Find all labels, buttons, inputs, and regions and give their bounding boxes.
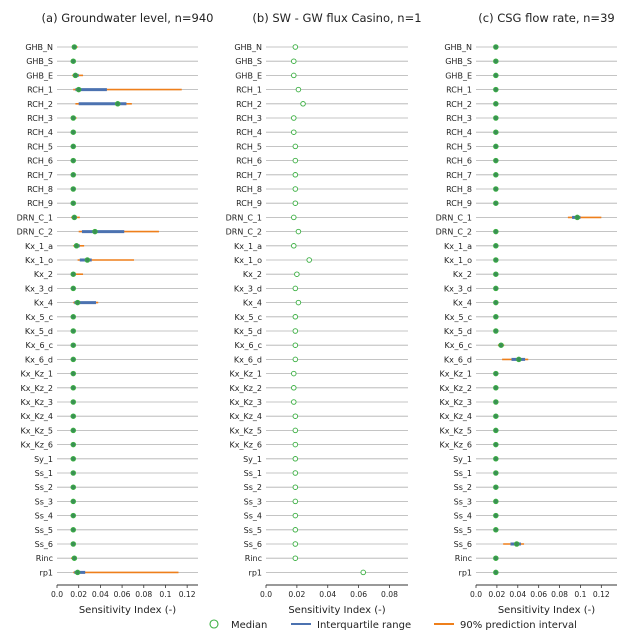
parameter-label: GHB_S (445, 57, 472, 67)
parameter-label: RCH_1 (446, 85, 472, 95)
median-point (291, 215, 296, 220)
median-point (494, 371, 499, 376)
parameter-label: Kx_Kz_6 (439, 440, 472, 450)
legend-label: Median (231, 620, 268, 631)
x-tick-label: 0.0 (469, 590, 483, 599)
parameter-label: Kx_1_o (25, 256, 53, 265)
median-point (71, 315, 76, 320)
legend-label: 90% prediction interval (460, 620, 577, 631)
median-point (293, 201, 298, 206)
median-point (494, 229, 499, 234)
median-point (517, 357, 522, 362)
median-point (71, 528, 76, 533)
median-point (494, 187, 499, 192)
x-tick-label: 0.06 (350, 590, 368, 599)
parameter-label: GHB_E (26, 71, 53, 81)
median-point (71, 343, 76, 348)
parameter-label: Ss_5 (453, 525, 472, 535)
median-point (293, 158, 298, 163)
median-point (296, 87, 301, 92)
parameter-label: Kx_6_d (233, 355, 262, 365)
median-point (301, 102, 306, 107)
parameter-label: RCH_2 (236, 99, 262, 109)
x-tick-label: 0.12 (178, 590, 196, 599)
parameter-label: RCH_8 (27, 185, 53, 194)
parameter-label: Kx_Kz_5 (20, 426, 53, 436)
parameter-label: RCH_9 (446, 199, 472, 209)
parameter-label: Kx_3_d (233, 284, 262, 294)
parameter-label: Kx_1_o (234, 256, 262, 265)
x-tick-label: 0.1 (159, 590, 172, 599)
median-point (293, 513, 298, 518)
median-point (296, 229, 301, 234)
parameter-label: Sy_1 (453, 454, 472, 464)
parameter-label: Ss_3 (34, 497, 53, 507)
median-point (494, 457, 499, 462)
median-point (293, 414, 298, 419)
parameter-label: RCH_5 (446, 142, 472, 152)
legend-label: Interquartile range (317, 620, 412, 631)
median-point (85, 258, 90, 263)
median-point (71, 414, 76, 419)
parameter-label: RCH_8 (446, 185, 472, 194)
median-point (494, 87, 499, 92)
median-point (71, 130, 76, 135)
parameter-label: Kx_Kz_6 (20, 440, 53, 450)
median-point (71, 59, 76, 64)
x-tick-label: 0.08 (135, 590, 153, 599)
median-point (494, 329, 499, 334)
median-point (71, 499, 76, 504)
median-point (494, 102, 499, 107)
parameter-label: GHB_S (26, 57, 53, 67)
x-tick-label: 0.0 (50, 590, 64, 599)
parameter-label: Rinc (35, 554, 53, 564)
x-tick-label: 0.12 (592, 590, 610, 599)
parameter-label: DRN_C_1 (435, 213, 472, 223)
parameter-label: Kx_Kz_3 (229, 398, 262, 407)
median-point (293, 187, 298, 192)
parameter-label: RCH_8 (236, 185, 262, 194)
parameter-label: RCH_4 (446, 128, 472, 138)
parameter-label: DRN_C_1 (16, 213, 53, 223)
median-point (494, 144, 499, 149)
parameter-label: Kx_4 (452, 298, 472, 308)
median-point (71, 428, 76, 433)
parameter-label: RCH_3 (27, 114, 53, 123)
x-tick-label: 0.04 (91, 590, 109, 599)
panel-title: (a) Groundwater level, n=940 (41, 11, 214, 25)
parameter-label: rp1 (39, 568, 53, 578)
parameter-label: RCH_3 (236, 114, 262, 123)
parameter-label: Kx_Kz_6 (229, 440, 262, 450)
median-point (494, 116, 499, 121)
parameter-label: Ss_3 (243, 497, 262, 507)
median-point (494, 414, 499, 419)
parameter-label: Kx_2 (452, 270, 472, 280)
parameter-label: RCH_4 (27, 128, 53, 138)
median-point (293, 528, 298, 533)
median-point (494, 158, 499, 163)
parameter-label: RCH_2 (446, 99, 472, 109)
median-point (494, 442, 499, 447)
parameter-label: rp1 (458, 568, 472, 578)
parameter-label: Kx_1_o (444, 256, 472, 265)
parameter-label: Kx_6_d (24, 355, 53, 365)
parameter-label: RCH_7 (236, 170, 262, 180)
parameter-label: GHB_N (444, 43, 472, 52)
parameter-label: Ss_1 (34, 469, 53, 478)
median-point (293, 343, 298, 348)
median-point (494, 400, 499, 405)
median-point (71, 329, 76, 334)
median-point (494, 513, 499, 518)
parameter-label: Kx_Kz_5 (229, 426, 262, 436)
median-point (291, 371, 296, 376)
parameter-label: Kx_1_a (444, 241, 472, 251)
parameter-label: Kx_Kz_3 (20, 398, 53, 407)
parameter-label: Ss_2 (34, 483, 53, 493)
median-point (494, 471, 499, 476)
parameter-label: Kx_Kz_1 (439, 369, 472, 379)
parameter-label: Kx_Kz_3 (439, 398, 472, 407)
parameter-label: Sy_1 (34, 454, 53, 464)
median-point (71, 485, 76, 490)
median-point (514, 542, 519, 547)
median-point (71, 173, 76, 178)
median-point (293, 173, 298, 178)
x-tick-label: 0.1 (574, 590, 587, 599)
median-point (499, 343, 504, 348)
parameter-label: rp1 (248, 568, 262, 578)
median-point (494, 528, 499, 533)
median-point (71, 442, 76, 447)
median-point (291, 116, 296, 121)
median-point (293, 144, 298, 149)
x-tick-label: 0.06 (530, 590, 548, 599)
parameter-label: RCH_1 (236, 85, 262, 95)
median-point (71, 542, 76, 547)
legend-median-marker (210, 620, 218, 628)
median-point (293, 329, 298, 334)
median-point (71, 272, 76, 277)
median-point (71, 400, 76, 405)
parameter-label: RCH_3 (446, 114, 472, 123)
median-point (293, 428, 298, 433)
x-tick-label: 0.04 (319, 590, 337, 599)
parameter-label: Kx_5_c (25, 312, 53, 322)
x-tick-label: 0.0 (259, 590, 273, 599)
x-axis-label: Sensitivity Index (-) (78, 605, 177, 616)
median-point (71, 513, 76, 518)
median-point (494, 556, 499, 561)
median-point (494, 485, 499, 490)
parameter-label: GHB_N (234, 43, 262, 52)
median-point (494, 130, 499, 135)
parameter-label: RCH_6 (236, 156, 262, 166)
median-point (75, 300, 80, 305)
parameter-label: RCH_4 (236, 128, 262, 138)
median-point (494, 300, 499, 305)
median-point (293, 542, 298, 547)
median-point (71, 457, 76, 462)
parameter-label: Kx_Kz_4 (20, 412, 53, 422)
median-point (293, 556, 298, 561)
parameter-label: Sy_1 (243, 454, 262, 464)
x-tick-label: 0.08 (381, 590, 398, 599)
median-point (291, 73, 296, 78)
parameter-label: Kx_3_d (24, 284, 53, 294)
parameter-label: Kx_Kz_2 (20, 383, 53, 393)
median-point (293, 485, 298, 490)
median-point (575, 215, 580, 220)
parameter-label: Rinc (244, 554, 262, 564)
parameter-label: RCH_5 (27, 142, 53, 152)
x-tick-label: 0.04 (509, 590, 527, 599)
median-point (494, 272, 499, 277)
parameter-label: Kx_Kz_1 (20, 369, 53, 379)
parameter-label: RCH_1 (27, 85, 53, 95)
parameter-label: GHB_S (235, 57, 262, 67)
median-point (361, 570, 366, 575)
median-point (291, 386, 296, 391)
parameter-label: Ss_2 (243, 483, 262, 493)
median-point (293, 45, 298, 50)
median-point (293, 499, 298, 504)
median-point (73, 73, 78, 78)
median-point (494, 45, 499, 50)
parameter-label: Kx_Kz_2 (439, 383, 472, 393)
median-point (494, 570, 499, 575)
panel-2 (226, 11, 422, 616)
parameter-label: Ss_5 (34, 525, 53, 535)
x-axis-label: Sensitivity Index (-) (288, 605, 386, 616)
median-point (494, 499, 499, 504)
median-point (72, 215, 77, 220)
parameter-label: RCH_2 (27, 99, 53, 109)
median-point (494, 201, 499, 206)
median-point (494, 59, 499, 64)
parameter-label: Kx_1_a (234, 241, 262, 251)
parameter-label: Kx_6_c (234, 341, 262, 351)
parameter-label: Kx_5_c (444, 312, 472, 322)
median-point (494, 244, 499, 249)
parameter-label: DRN_C_2 (16, 227, 53, 237)
median-point (296, 300, 301, 305)
parameter-label: Ss_4 (34, 511, 53, 521)
parameter-label: RCH_6 (446, 156, 472, 166)
median-point (75, 570, 80, 575)
parameter-label: Kx_1_a (25, 241, 53, 251)
median-point (71, 158, 76, 163)
median-point (293, 457, 298, 462)
median-point (71, 187, 76, 192)
median-point (307, 258, 312, 263)
median-point (71, 116, 76, 121)
parameter-label: Kx_4 (242, 298, 262, 308)
parameter-label: Kx_Kz_4 (229, 412, 262, 422)
parameter-label: RCH_5 (236, 142, 262, 152)
parameter-label: RCH_9 (236, 199, 262, 209)
median-point (115, 102, 120, 107)
parameter-label: Kx_6_c (25, 341, 53, 351)
median-point (291, 59, 296, 64)
parameter-label: Kx_4 (33, 298, 53, 308)
parameter-label: Ss_3 (453, 497, 472, 507)
parameter-label: Ss_4 (243, 511, 262, 521)
median-point (295, 272, 300, 277)
median-point (71, 357, 76, 362)
median-point (93, 229, 98, 234)
median-point (291, 130, 296, 135)
median-point (71, 286, 76, 291)
parameter-label: Ss_5 (243, 525, 262, 535)
parameter-label: Kx_3_d (443, 284, 472, 294)
panel-1 (17, 11, 214, 616)
median-point (291, 400, 296, 405)
parameter-label: Ss_2 (453, 483, 472, 493)
panel-title: (b) SW - GW flux Casino, n=1 (252, 11, 422, 25)
parameter-label: Rinc (454, 554, 472, 564)
parameter-label: DRN_C_1 (225, 213, 262, 223)
panel-title: (c) CSG flow rate, n=39 (478, 11, 615, 25)
median-point (293, 357, 298, 362)
median-point (291, 244, 296, 249)
parameter-label: GHB_E (445, 71, 472, 81)
median-point (494, 173, 499, 178)
parameter-label: DRN_C_2 (435, 227, 472, 237)
parameter-label: RCH_7 (27, 170, 53, 180)
parameter-label: GHB_E (235, 71, 262, 81)
parameter-label: Ss_6 (34, 540, 53, 549)
median-point (293, 315, 298, 320)
median-point (494, 386, 499, 391)
x-axis-label: Sensitivity Index (-) (497, 605, 596, 616)
parameter-label: Kx_Kz_5 (439, 426, 472, 436)
parameter-label: Kx_6_d (443, 355, 472, 365)
parameter-label: Kx_Kz_1 (229, 369, 262, 379)
parameter-label: Kx_Kz_2 (229, 383, 262, 393)
median-point (293, 471, 298, 476)
parameter-label: Kx_5_d (443, 327, 472, 336)
parameter-label: RCH_6 (27, 156, 53, 166)
median-point (494, 258, 499, 263)
median-point (71, 144, 76, 149)
x-tick-label: 0.02 (488, 590, 506, 599)
median-point (72, 45, 77, 50)
parameter-label: Ss_1 (453, 469, 472, 478)
median-point (71, 371, 76, 376)
parameter-label: Kx_Kz_4 (439, 412, 472, 422)
median-point (494, 286, 499, 291)
x-tick-label: 0.02 (70, 590, 88, 599)
median-point (76, 87, 81, 92)
median-point (494, 73, 499, 78)
x-tick-label: 0.08 (551, 590, 569, 599)
median-point (494, 428, 499, 433)
median-point (72, 556, 77, 561)
parameter-label: Ss_6 (243, 540, 262, 549)
panel-3 (436, 11, 617, 616)
median-point (71, 386, 76, 391)
parameter-label: RCH_9 (27, 199, 53, 209)
parameter-label: Kx_5_c (234, 312, 262, 322)
median-point (71, 471, 76, 476)
parameter-label: Kx_5_d (24, 327, 53, 336)
median-point (71, 201, 76, 206)
parameter-label: Kx_2 (33, 270, 53, 280)
parameter-label: Kx_5_d (233, 327, 262, 336)
parameter-label: Ss_6 (453, 540, 472, 549)
parameter-label: DRN_C_2 (225, 227, 262, 237)
parameter-label: Ss_1 (243, 469, 262, 478)
parameter-label: Kx_6_c (444, 341, 472, 351)
median-point (293, 286, 298, 291)
x-tick-label: 0.06 (113, 590, 131, 599)
legend (210, 620, 577, 631)
median-point (494, 315, 499, 320)
parameter-label: Ss_4 (453, 511, 472, 521)
parameter-label: Kx_2 (242, 270, 262, 280)
parameter-label: GHB_N (25, 43, 53, 52)
x-tick-label: 0.02 (288, 590, 306, 599)
median-point (74, 244, 79, 249)
median-point (293, 442, 298, 447)
parameter-label: RCH_7 (446, 170, 472, 180)
